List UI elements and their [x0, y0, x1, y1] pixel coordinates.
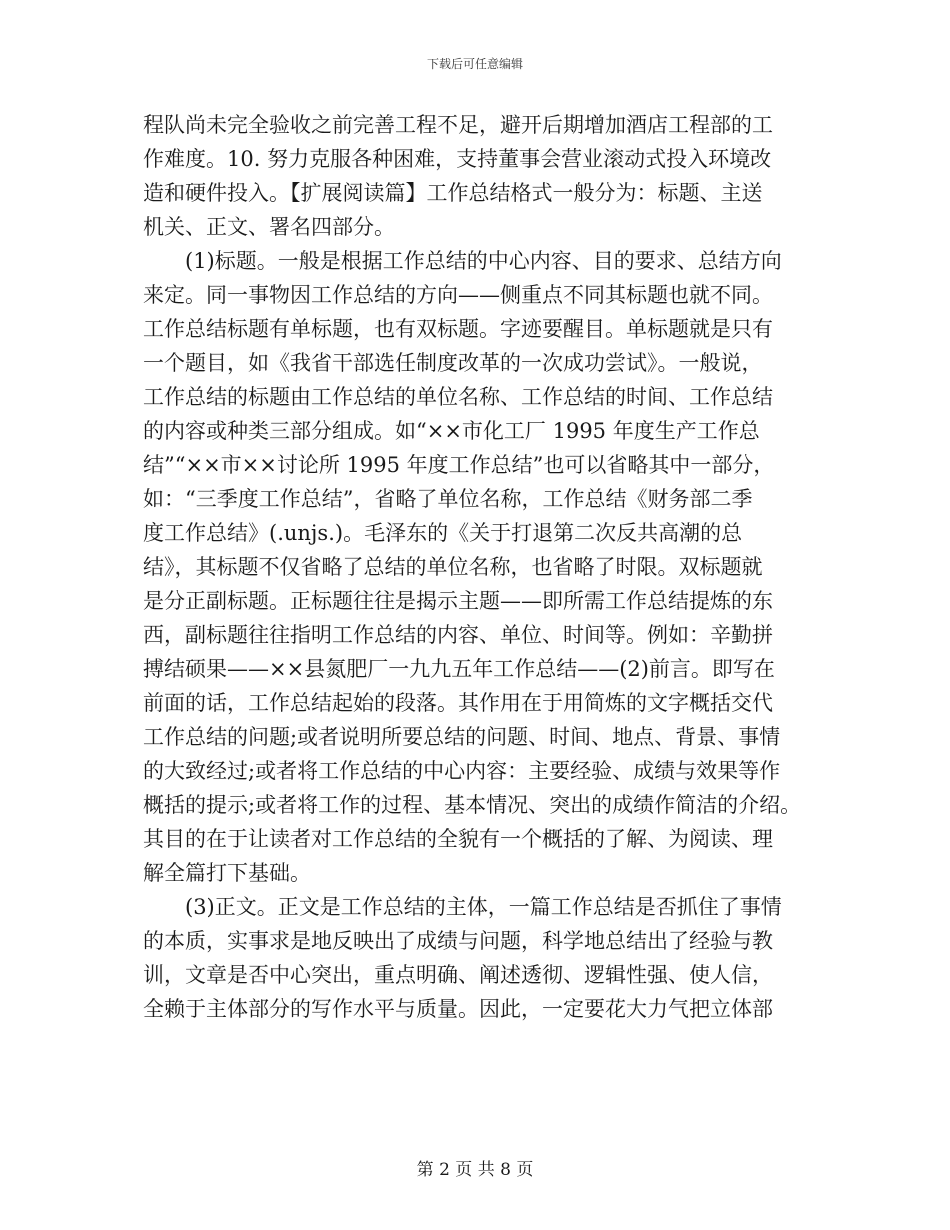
- paragraph-start-line: (3)正文。正文是工作总结的主体，一篇工作总结是否抓住了事情: [185, 895, 782, 919]
- text-line: 程队尚未完全验收之前完善工程不足，避开后期增加酒店工程部的工: [143, 113, 773, 137]
- text-line: 度工作总结》(.unjs.)。毛泽东的《关于打退第二次反共高潮的总: [143, 521, 743, 545]
- text-line: 搏结硕果——××县氮肥厂一九九五年工作总结——(2)前言。即写在: [143, 657, 775, 681]
- text-line: 造和硬件投入。【扩展阅读篇】工作总结格式一般分为：标题、主送: [143, 181, 763, 205]
- document-body: [143, 108, 833, 1026]
- text-line: 如：“三季度工作总结”，省略了单位名称，工作总结《财务部二季: [143, 487, 753, 511]
- text-line: 其目的在于让读者对工作总结的全貌有一个概括的了解、为阅读、理: [143, 827, 773, 851]
- page-header: 下载后可任意编辑: [426, 57, 523, 71]
- text-line: 工作总结的问题;或者说明所要总结的问题、时间、地点、背景、事情: [143, 725, 781, 749]
- text-line: 的内容或种类三部分组成。如“××市化工厂 1995 年度生产工作总: [143, 419, 760, 443]
- text-line: 机关、正文、署名四部分。: [143, 215, 395, 239]
- text-line: 结》，其标题不仅省略了总结的单位名称，也省略了时限。双标题就: [143, 555, 763, 579]
- page-number-footer: 第 2 页 共 8 页: [416, 1160, 534, 1180]
- text-line: 前面的话，工作总结起始的段落。其作用在于用简炼的文字概括交代: [143, 691, 773, 715]
- text-line: 结”“××市××讨论所 1995 年度工作总结”也可以省略其中一部分，: [143, 453, 775, 477]
- text-line: 训，文章是否中心突出，重点明确、阐述透彻、逻辑性强、使人信，: [143, 963, 773, 987]
- text-line: 西，副标题往往指明工作总结的内容、单位、时间等。例如：辛勤拼: [143, 623, 773, 647]
- paragraph-start-line: (1)标题。一般是根据工作总结的中心内容、目的要求、总结方向: [185, 249, 782, 273]
- text-line: 来定。同一事物因工作总结的方向——侧重点不同其标题也就不同。: [143, 283, 773, 307]
- text-line: 概括的提示;或者将工作的过程、基本情况、突出的成绩作简洁的介绍。: [143, 793, 802, 817]
- text-line: 的大致经过;或者将工作总结的中心内容：主要经验、成绩与效果等作: [143, 759, 781, 783]
- text-line: 工作总结的标题由工作总结的单位名称、工作总结的时间、工作总结: [143, 385, 773, 409]
- text-line: 全赖于主体部分的写作水平与质量。因此，一定要花大力气把立体部: [143, 997, 773, 1021]
- text-line: 解全篇打下基础。: [143, 861, 311, 885]
- text-line: 是分正副标题。正标题往往是揭示主题——即所需工作总结提炼的东: [143, 589, 773, 613]
- text-line: 工作总结标题有单标题，也有双标题。字迹要醒目。单标题就是只有: [143, 317, 773, 341]
- text-line: 一个题目，如《我省干部选任制度改革的一次成功尝试》。一般说，: [143, 351, 763, 375]
- text-line: 作难度。10. 努力克服各种困难，支持董事会营业滚动式投入环境改: [143, 147, 772, 171]
- text-line: 的本质，实事求是地反映出了成绩与问题，科学地总结出了经验与教: [143, 929, 773, 953]
